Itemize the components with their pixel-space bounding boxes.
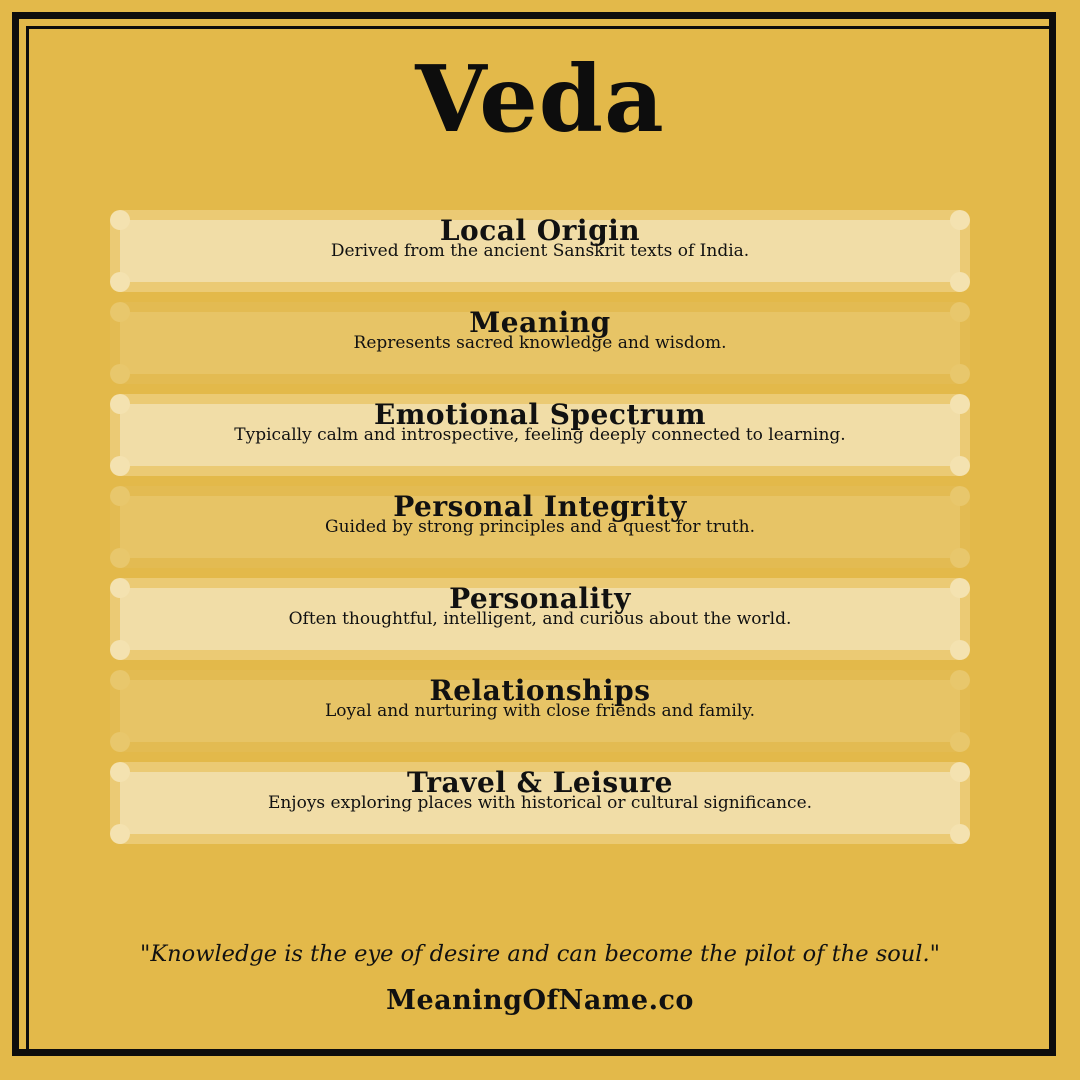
card-title: Local Origin (439, 214, 641, 247)
card-title: Travel & Leisure (406, 766, 673, 799)
corner-dot (950, 364, 970, 384)
corner-dot (950, 456, 970, 476)
corner-dot (110, 548, 130, 568)
card-description: Guided by strong principles and a quest for truth. (324, 517, 755, 537)
corner-dot (110, 640, 130, 660)
page-title: Veda (415, 45, 665, 153)
site-name: MeaningOfName.co (386, 985, 694, 1016)
corner-dot (950, 732, 970, 752)
trait-card-travel-leisure (110, 762, 970, 844)
corner-dot (950, 272, 970, 292)
quote-text: "Knowledge is the eye of desire and can become the pilot of the soul." (140, 941, 940, 967)
trait-list (110, 210, 970, 854)
card-description: Typically calm and introspective, feeling deeply connected to learning. (234, 425, 846, 445)
card-title: Personality (449, 582, 631, 615)
card-description: Loyal and nurturing with close friends and family. (324, 701, 756, 721)
trait-card-personality (110, 578, 970, 660)
corner-dot (950, 640, 970, 660)
corner-dot (110, 272, 130, 292)
card-description: Derived from the ancient Sanskrit texts of India. (330, 241, 750, 261)
card-title: Personal Integrity (393, 490, 687, 523)
trait-card-meaning (110, 302, 970, 384)
card-title: Meaning (469, 306, 611, 339)
card-title: Emotional Spectrum (373, 398, 707, 431)
corner-dot (110, 364, 130, 384)
card-description: Often thoughtful, intelligent, and curious about the world. (288, 609, 792, 629)
trait-card-local-origin (110, 210, 970, 292)
corner-dot (950, 548, 970, 568)
card-description: Represents sacred knowledge and wisdom. (353, 333, 727, 353)
corner-dot (110, 456, 130, 476)
corner-dot (110, 824, 130, 844)
card-title: Relationships (429, 674, 651, 707)
card-description: Enjoys exploring places with historical or cultural significance. (267, 793, 813, 813)
corner-dot (950, 824, 970, 844)
trait-card-emotional-spectrum (110, 394, 970, 476)
corner-dot (110, 732, 130, 752)
trait-card-personal-integrity (110, 486, 970, 568)
trait-card-relationships (110, 670, 970, 752)
